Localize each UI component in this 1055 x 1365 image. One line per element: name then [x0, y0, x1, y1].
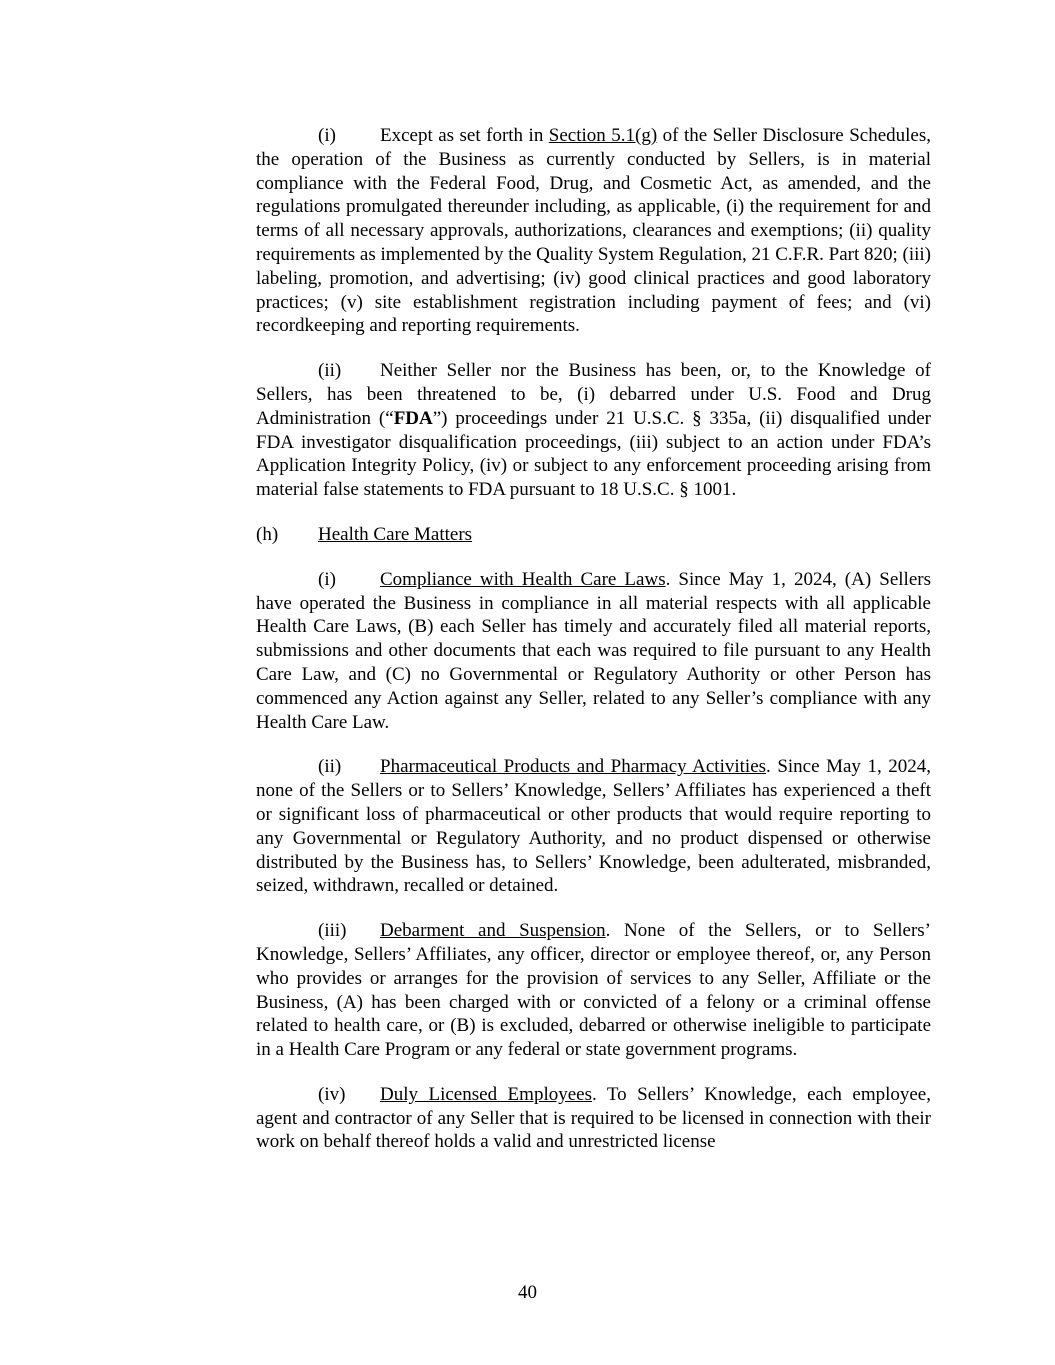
- section-title: Health Care Matters: [318, 523, 473, 545]
- defined-term: FDA: [393, 407, 433, 429]
- paragraph-g-ii: [256, 359, 931, 502]
- clause-number: (iv): [318, 1083, 346, 1105]
- clause-text: of the Seller Disclosure Schedules, the operation of the Business as currently conducted by Sellers, is in material compliance with the Federal Food, Drug, and Cosmetic Act, as amended, and the regulations promulgated thereunder including, as applicable, (i) the requirement for and terms of all necessary approvals, authorizations, clearances and exemptions; (ii) quality requirements as implemented by the Quality System Regulation, 21 C.F.R. Part 820; (iii) labeling, promotion, and advertising; (iv) good clinical practices and good laboratory practices; (v) site establishment registration including payment of fees; and (vi) recordkeeping and reporting requirements.: [256, 125, 932, 337]
- clause-text: . Since May 1, 2024, (A) Sellers have operated the Business in compliance in all material respects with all applicable Health Care Laws, (B) each Seller has timely and accurately filed all material reports, submissions and other documents that each was required to file pursuant to any Health Care Law, and (C) no Governmental or Regulatory Authority or other Person has commenced any Action against any Seller, related to any Seller’s compliance with any Health Care Law.: [256, 568, 931, 733]
- clause-lead: Except as set forth in: [380, 125, 549, 146]
- paragraph-h-ii: [256, 755, 931, 898]
- section-h-heading: [256, 523, 931, 547]
- paragraph-g-i: [256, 124, 931, 338]
- clause-text-b: ”) proceedings under 21 U.S.C. § 335a, (ii) disqualified under FDA investigator disqualification proceedings, (iii) subject to an action under FDA’s Application Integrity Policy, (iv) or subject to any enforcement proceeding arising from material false statements to FDA pursuant to 18 U.S.C. § 1001.: [256, 407, 931, 501]
- clause-title: Debarment and Suspension: [380, 920, 606, 942]
- paragraph-h-iii: [256, 919, 931, 1062]
- clause-number: (i): [318, 568, 336, 590]
- clause-number: (ii): [318, 756, 342, 778]
- paragraph-h-i: [256, 568, 931, 735]
- clause-text: . To Sellers’ Knowledge, each employee, agent and contractor of any Seller that is required to be licensed in connection with their work on behalf thereof holds a valid and unrestricted license: [256, 1083, 931, 1153]
- clause-text: . None of the Sellers, or to Sellers’ Knowledge, Sellers’ Affiliates, any officer, director or employee thereof, or, any Person who provides or arranges for the provision of services to any Seller, Affiliate or the Business, (A) has been charged with or convicted of a felony or a criminal offense related to health care, or (B) is excluded, debarred or otherwise ineligible to participate in a Health Care Program or any federal or state government programs.: [256, 920, 931, 1061]
- paragraph-h-iv: [256, 1083, 931, 1154]
- clause-text: . Since May 1, 2024, none of the Sellers or to Sellers’ Knowledge, Sellers’ Affiliates has experienced a theft or significant loss of pharmaceutical or other products that would require reporting to any Governmental or Regulatory Authority, and no product dispensed or otherwise distributed by the Business has, to Sellers’ Knowledge, been adulterated, misbranded, seized, withdrawn, recalled or detained.: [256, 756, 931, 897]
- clause-title: Pharmaceutical Products and Pharmacy Activities: [380, 756, 767, 778]
- page-number: 40: [518, 1282, 537, 1303]
- clause-title: Compliance with Health Care Laws: [380, 568, 666, 590]
- section-number: (h): [256, 523, 279, 545]
- clause-title: Duly Licensed Employees: [380, 1083, 592, 1105]
- page-content: [256, 124, 931, 1175]
- clause-number: (i): [318, 125, 336, 146]
- clause-number: (ii): [318, 360, 342, 382]
- clause-text-a: Neither Seller nor the Business has been, or, to the Knowledge of Sellers, has been threatened to be, (i) debarred under U.S. Food and Drug Administration (“: [256, 360, 931, 429]
- clause-number: (iii): [318, 920, 347, 942]
- section-reference-link: Section 5.1(g): [548, 125, 658, 146]
